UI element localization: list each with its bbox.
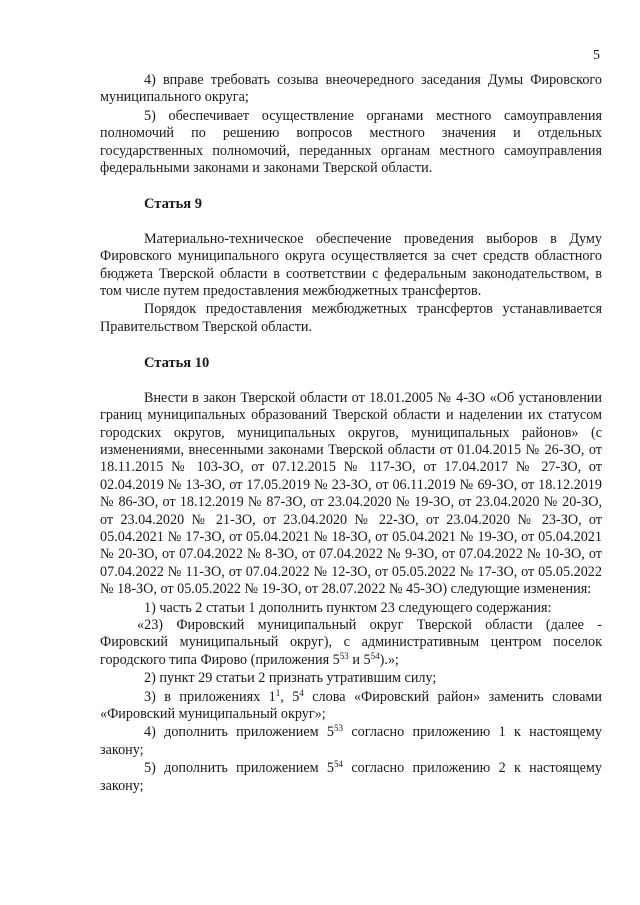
article-10-intro: Внести в закон Тверской области от 18.01.2005 № 4-ЗО «Об установлении границ муниципальных образований Тверской области и наделении их статусом городских округов, муниципальных округов, муниципальных районов» (с изменениями, внесенными законами Тверской области от 01.04.2015 № 26-ЗО, от 18.11.2015 № 103-ЗО, от 07.12.2015 № 117-ЗО, от 17.04.2017 № 27-ЗО, от 02.04.2019 № 13-ЗО, от 17.05.2019 № 23-ЗО, от 06.11.2019 № 69-ЗО, от 18.12.2019 № 86-ЗО, от 18.12.2019 № 87-ЗО, от 23.04.2020 № 19-ЗО, от 23.04.2020 № 20-ЗО, от 23.04.2020 № 21-ЗО, от 23.04.2020 № 22-ЗО, от 23.04.2020 № 23-ЗО, от 05.04.2021 № 17-ЗО, от 05.04.2021 № 18-ЗО, от 05.04.2021 № 19-ЗО, от 05.04.2021 № 20-ЗО, от 07.04.2022 № 8-ЗО, от 07.04.2022 № 9-ЗО, от 07.04.2022 № 10-ЗО, от 07.04.2022 № 11-ЗО, от 07.04.2022 № 12-ЗО, от 05.05.2022 № 17-ЗО, от 05.05.2022 № 18-ЗО, от 05.05.2022 № 19-ЗО, от 28.07.2022 № 45-ЗО) следующие изменения: xyxy=(100,389,602,598)
article-10-item-3: 3) в приложениях $1^1$, $5^4$ слова «Фировский район» заменить словами «Фировский муниципальный округ»; xyxy=(100,687,602,722)
article-10-item-4: 4) дополнить приложением $5^{53}$ согласно приложению 1 к настоящему закону; xyxy=(100,723,602,758)
article-10-item-2: 2) пункт 29 статьи 2 признать утратившим силу; xyxy=(144,670,437,687)
article-10-item-1: 1) часть 2 статьи 1 дополнить пунктом 23 следующего содержания: xyxy=(144,599,552,616)
document-body xyxy=(100,72,602,795)
article-9-paragraph-1: Материально-техническое обеспечение проведения выборов в Думу Фировского муниципального округа осуществляется за счет средств областного бюджета Тверской области в соответствии с федеральным законодательством, в том числе путем предоставления межбюджетных трансфертов. xyxy=(100,230,602,300)
page-number: 5 xyxy=(593,48,600,63)
article-9-paragraph-2: Порядок предоставления межбюджетных трансфертов устанавливается Правительством Тверской области. xyxy=(100,301,602,335)
paragraph-item-4: 4) вправе требовать созыва внеочередного заседания Думы Фировского муниципального округа; xyxy=(100,72,602,106)
article-10-item-1-quote: «23) Фировский муниципальный округ Тверской области (далее - Фировский муниципальный округ), с административным центром поселок городского типа Фирово (приложения $5^{53}$ и $5^{54}$).»; xyxy=(100,616,602,668)
article-10-item-5: 5) дополнить приложением $5^{54}$ согласно приложению 2 к настоящему закону; xyxy=(100,759,602,794)
paragraph-item-5: 5) обеспечивает осуществление органами местного самоуправления полномочий по решению вопросов местного значения и отдельных государственных полномочий, переданных органам местного самоуправления федеральными законами и законами Тверской области. xyxy=(100,107,602,177)
article-10-heading: Статья 10 xyxy=(144,355,210,372)
article-9-heading: Статья 9 xyxy=(144,196,202,213)
